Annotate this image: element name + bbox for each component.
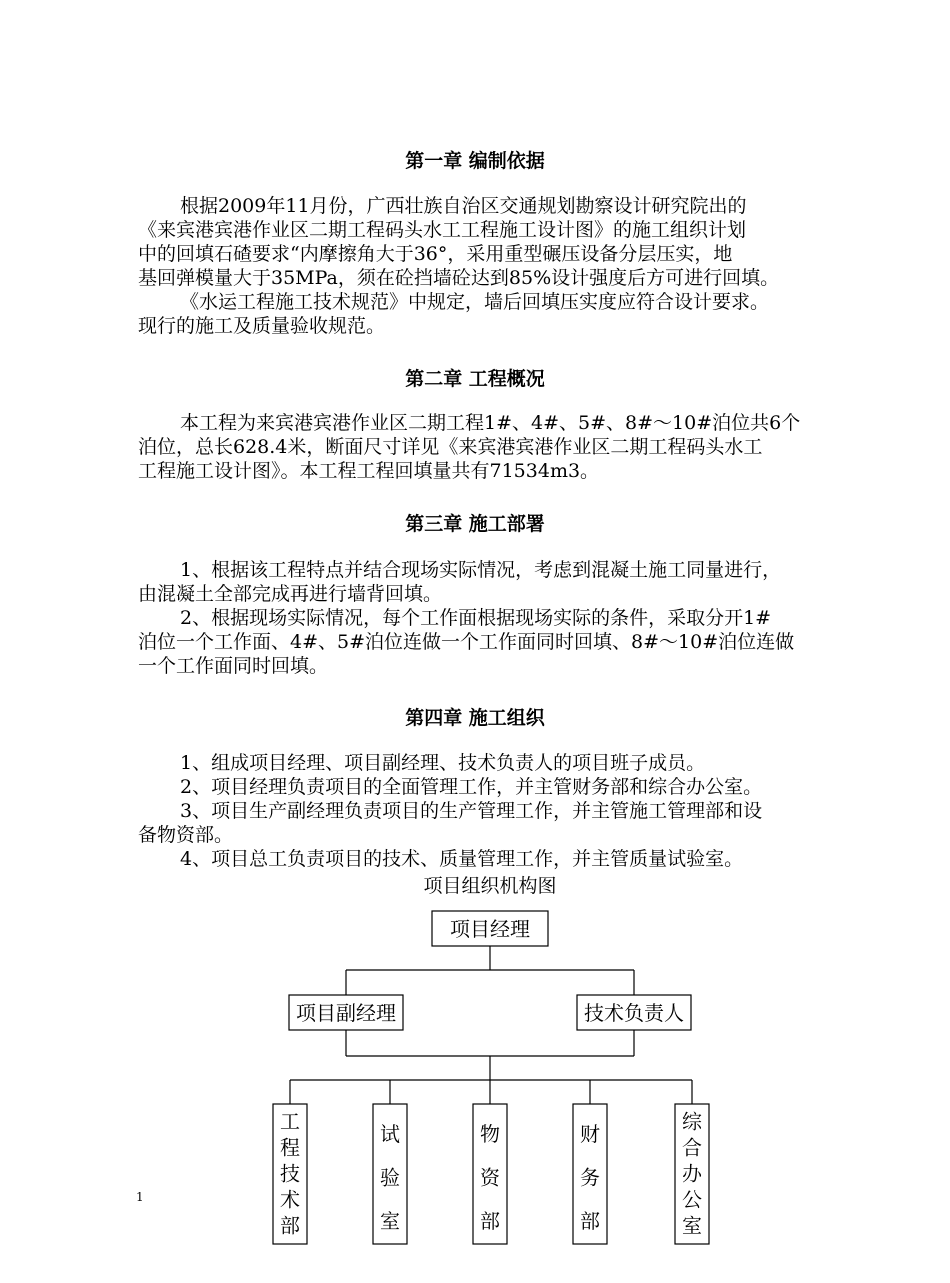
- chapter-2-line: 工程施工设计图》。本工程工程回填量共有71534m3。: [138, 460, 600, 482]
- chapter-1-title: 第一章 编制依据: [405, 150, 545, 172]
- org-label-department-char: 合: [682, 1135, 702, 1160]
- chapter-3-line: 1、根据该工程特点并结合现场实际情况，考虑到混凝土施工同量进行，: [180, 559, 782, 581]
- chapter-4-line: 4、项目总工负责项目的技术、质量管理工作，并主管质量试验室。: [180, 848, 744, 870]
- org-label-department-char: 综: [682, 1109, 702, 1134]
- org-label-department-char: 务: [580, 1165, 600, 1190]
- org-label-department-char: 财: [580, 1122, 600, 1147]
- org-label-department-char: 工: [280, 1109, 300, 1134]
- page-number: 1: [136, 1190, 144, 1204]
- chapter-3-line: 一个工作面同时回填。: [138, 655, 329, 677]
- chapter-3-line: 2、根据现场实际情况，每个工作面根据现场实际的条件，采取分开1#: [180, 607, 772, 629]
- chapter-1-line: 《来宾港宾港作业区二期工程码头水工工程施工设计图》的施工组织计划: [138, 219, 747, 241]
- chapter-1-line: 《水运工程施工技术规范》中规定，墙后回填压实度应符合设计要求。: [180, 291, 770, 313]
- org-label-department-char: 部: [480, 1208, 500, 1233]
- chapter-4-title: 第四章 施工组织: [405, 707, 545, 729]
- chapter-3-title: 第三章 施工部署: [405, 513, 545, 535]
- org-label-manager: 项目经理: [450, 917, 530, 941]
- chapter-4-line: 备物资部。: [138, 824, 234, 846]
- org-label-department-char: 公: [682, 1187, 702, 1212]
- chapter-1-line: 根据2009年11月份，广西壮族自治区交通规划勘察设计研究院出的: [180, 195, 747, 217]
- org-label-department-char: 物: [480, 1122, 500, 1147]
- chapter-1-line: 基回弹模量大于35MPa，须在砼挡墙砼达到85%设计强度后方可进行回填。: [138, 267, 780, 289]
- chapter-4-line: 2、项目经理负责项目的全面管理工作，并主管财务部和综合办公室。: [180, 776, 763, 798]
- chapter-1-line: 现行的施工及质量验收规范。: [138, 315, 386, 337]
- org-label-department-char: 程: [280, 1135, 300, 1160]
- org-label-department-char: 室: [682, 1213, 702, 1238]
- org-chart-caption: 项目组织机构图: [423, 875, 557, 897]
- org-label-department-char: 资: [480, 1165, 500, 1190]
- org-label-department-char: 办: [682, 1161, 702, 1186]
- chapter-4-line: 3、项目生产副经理负责项目的生产管理工作，并主管施工管理部和设: [180, 800, 763, 822]
- chapter-2-line: 本工程为来宾港宾港作业区二期工程1#、4#、5#、8#～10#泊位共6个: [180, 412, 801, 434]
- chapter-4-line: 1、组成项目经理、项目副经理、技术负责人的项目班子成员。: [180, 752, 706, 774]
- org-label-department-char: 术: [280, 1187, 300, 1212]
- org-label-department-char: 试: [380, 1122, 400, 1147]
- chapter-3-line: 由混凝土全部完成再进行墙背回填。: [138, 583, 443, 605]
- chapter-1-line: 中的回填石碴要求“内摩擦角大于36°，采用重型碾压设备分层压实，地: [138, 243, 733, 265]
- org-label-technical-lead: 技术负责人: [584, 1001, 684, 1025]
- org-label-department-char: 验: [380, 1165, 400, 1190]
- chapter-2-line: 泊位，总长628.4米，断面尺寸详见《来宾港宾港作业区二期工程码头水工: [138, 436, 763, 458]
- org-label-department-char: 部: [580, 1208, 600, 1233]
- org-label-deputy-manager: 项目副经理: [296, 1001, 396, 1025]
- org-label-department-char: 室: [380, 1208, 400, 1233]
- org-label-department-char: 部: [280, 1213, 300, 1238]
- chapter-3-line: 泊位一个工作面、4#、5#泊位连做一个工作面同时回填、8#～10#泊位连做: [138, 631, 795, 653]
- chapter-2-title: 第二章 工程概况: [405, 368, 545, 390]
- org-label-department-char: 技: [280, 1161, 300, 1186]
